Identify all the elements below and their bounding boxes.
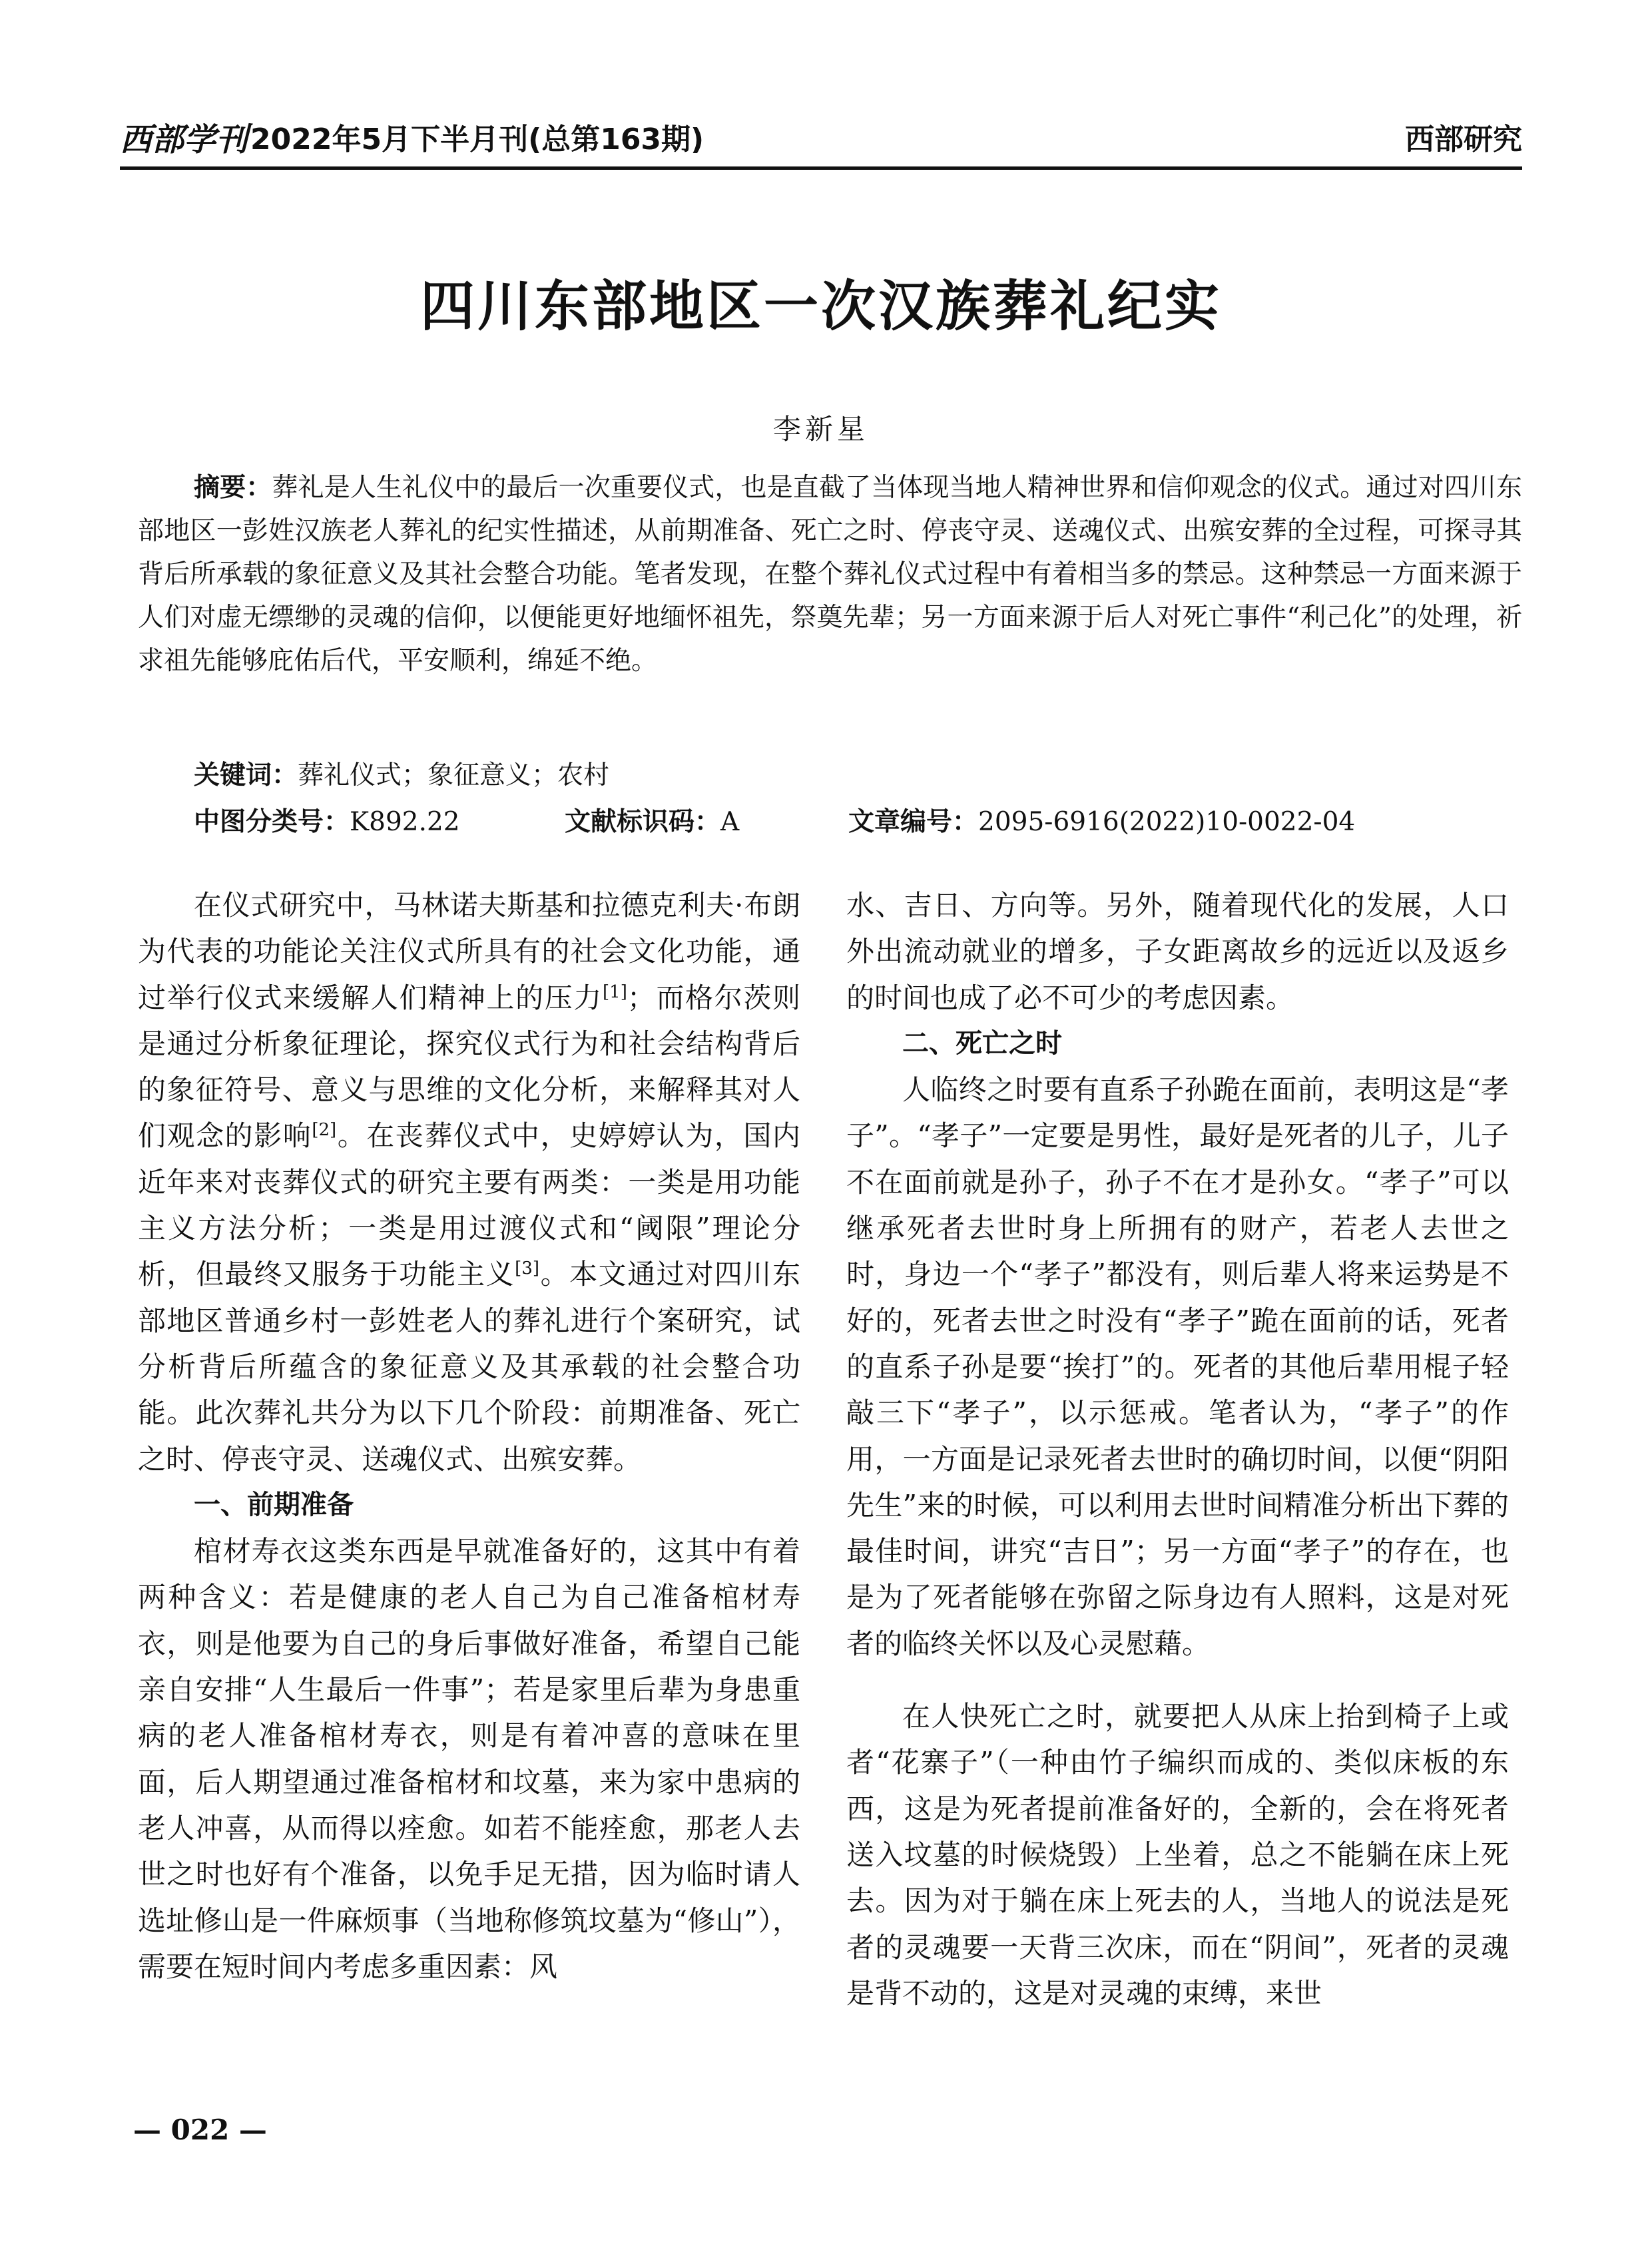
body-paragraph: 水、吉日、方向等。另外，随着现代化的发展，人口外出流动就业的增多，子女距离故乡的远近以及返乡的时间也成了必不可少的考虑因素。 [846,889,1509,1014]
author-name: 李新星 [772,413,869,445]
section-label: 西部研究 [1405,123,1522,156]
intro-paragraph: 在仪式研究中，马林诺夫斯基和拉德克利夫·布朗为代表的功能论关注仪式所具有的社会文化功能，通过举行仪式来缓解人们精神上的压力[1]；而格尔茨则是通过分析象征理论，探究仪式行为和社会结构背后的象征符号、意义与思维的文化分析，来解释其对人们观念的影响[2]。在丧葬仪式中，史婷婷认为，国内近年来对丧葬仪式的研究主要有两类：一类是用功能主义方法分析；一类是用过渡仪式和“阈限”理论分析，但最终又服务于功能主义[3]。本文通过对四川东部地区普通乡村一彭姓老人的葬礼进行个案研究，试分析背后所蕴含的象征意义及其承载的社会整合功能。此次葬礼共分为以下几个阶段：前期准备、死亡之时、停丧守灵、送魂仪式、出殡安葬。 [138,889,800,1476]
body-column-right [846,882,1509,2016]
body-paragraph: 在人快死亡之时，就要把人从床上抬到椅子上或者“花寨子”（一种由竹子编织而成的、类似床板的东西，这是为死者提前准备好的，全新的，会在将死者送入坟墓的时候烧毁）上坐着，总之不能躺在床上死去。因为对于躺在床上死去的人，当地人的说法是死者的灵魂要一天背三次床，而在“阴间”，死者的灵魂是背不动的，这是对灵魂的束缚，来世 [846,1700,1509,2010]
keywords-text: 葬礼仪式；象征意义；农村 [298,760,610,790]
document-code [565,802,739,842]
issue-info: 2022年5月下半月刊(总第163期) [250,123,704,156]
article-number-value: 2095-6916(2022)10-0022-04 [978,807,1356,837]
running-head [120,113,1522,160]
article-number [848,802,1355,842]
clc-label: 中图分类号： [194,807,350,837]
body-paragraph: 人临终之时要有直系子孙跪在面前，表明这是“孝子”。“孝子”一定要是男性，最好是死者的儿子，儿子不在面前就是孙子，孙子不在才是孙女。“孝子”可以继承死者去世时身上所拥有的财产，若老人去世之时，身边一个“孝子”都没有，则后辈人将来运势是不好的，死者去世之时没有“孝子”跪在面前的话，死者的直系子孙是要“挨打”的。死者的其他后辈用棍子轻敲三下“孝子”，以示惩戒。笔者认为，“孝子”的作用，一方面是记录死者去世时的确切时间，以便“阴阳先生”来的时候，可以利用去世时间精准分析出下葬的最佳时间，讲究“吉日”；另一方面“孝子”的存在，也是为了死者能够在弥留之际身边有人照料，这是对死者的临终关怀以及心灵慰藉。 [846,1073,1509,1660]
abstract [138,466,1522,683]
body-paragraph: 棺材寿衣这类东西是早就准备好的，这其中有着两种含义：若是健康的老人自己为自己准备棺材寿衣，则是他要为自己的身后事做好准备，希望自己能亲自安排“人生最后一件事”；若是家里后辈为身患重病的老人准备棺材寿衣，则是有着冲喜的意味在里面，后人期望通过准备棺材和坟墓，来为家中患病的老人冲喜，从而得以痊愈。如若不能痊愈，那老人去世之时也好有个准备，以免手足无措，因为临时请人选址修山是一件麻烦事（当地称修筑坟墓为“修山”），需要在短时间内考虑多重因素：风 [138,1535,800,1983]
body-column-left [138,882,800,1990]
abstract-text: 葬礼是人生礼仪中的最后一次重要仪式，也是直截了当体现当地人精神世界和信仰观念的仪式。通过对四川东部地区一彭姓汉族老人葬礼的纪实性描述，从前期准备、死亡之时、停丧守灵、送魂仪式、出殡安葬的全过程，可探寻其背后所承载的象征意义及其社会整合功能。笔者发现，在整个葬礼仪式过程中有着相当多的禁忌。这种禁忌一方面来源于人们对虚无缥缈的灵魂的信仰，以便能更好地缅怀祖先，祭奠先辈；另一方面来源于后人对死亡事件“利己化”的处理，祈求祖先能够庇佑后代，平安顺利，绵延不绝。 [138,473,1522,676]
keywords [194,756,1522,796]
journal-info [120,114,704,160]
citation-ref[interactable]: [3] [515,1259,540,1279]
journal-logo: 西部学刊 [120,121,248,158]
clc-value: K892.22 [350,807,460,837]
abstract-label: 摘要： [194,473,272,503]
paragraph-spacer [846,1667,1509,1693]
section-heading: 二、死亡之时 [902,1027,1062,1059]
classification-line [194,802,1522,842]
document-code-value: A [720,807,740,837]
keywords-label: 关键词： [194,760,298,790]
article-title: 四川东部地区一次汉族葬礼纪实 [419,274,1222,338]
page-number: — 022 — [133,2113,267,2146]
clc-number [194,802,460,842]
document-code-label: 文献标识码： [565,807,721,837]
header-rule [120,166,1522,170]
citation-ref[interactable]: [1] [603,981,627,1002]
article-number-label: 文章编号： [848,807,979,837]
section-heading: 一、前期准备 [194,1489,354,1520]
citation-ref[interactable]: [2] [312,1120,337,1141]
